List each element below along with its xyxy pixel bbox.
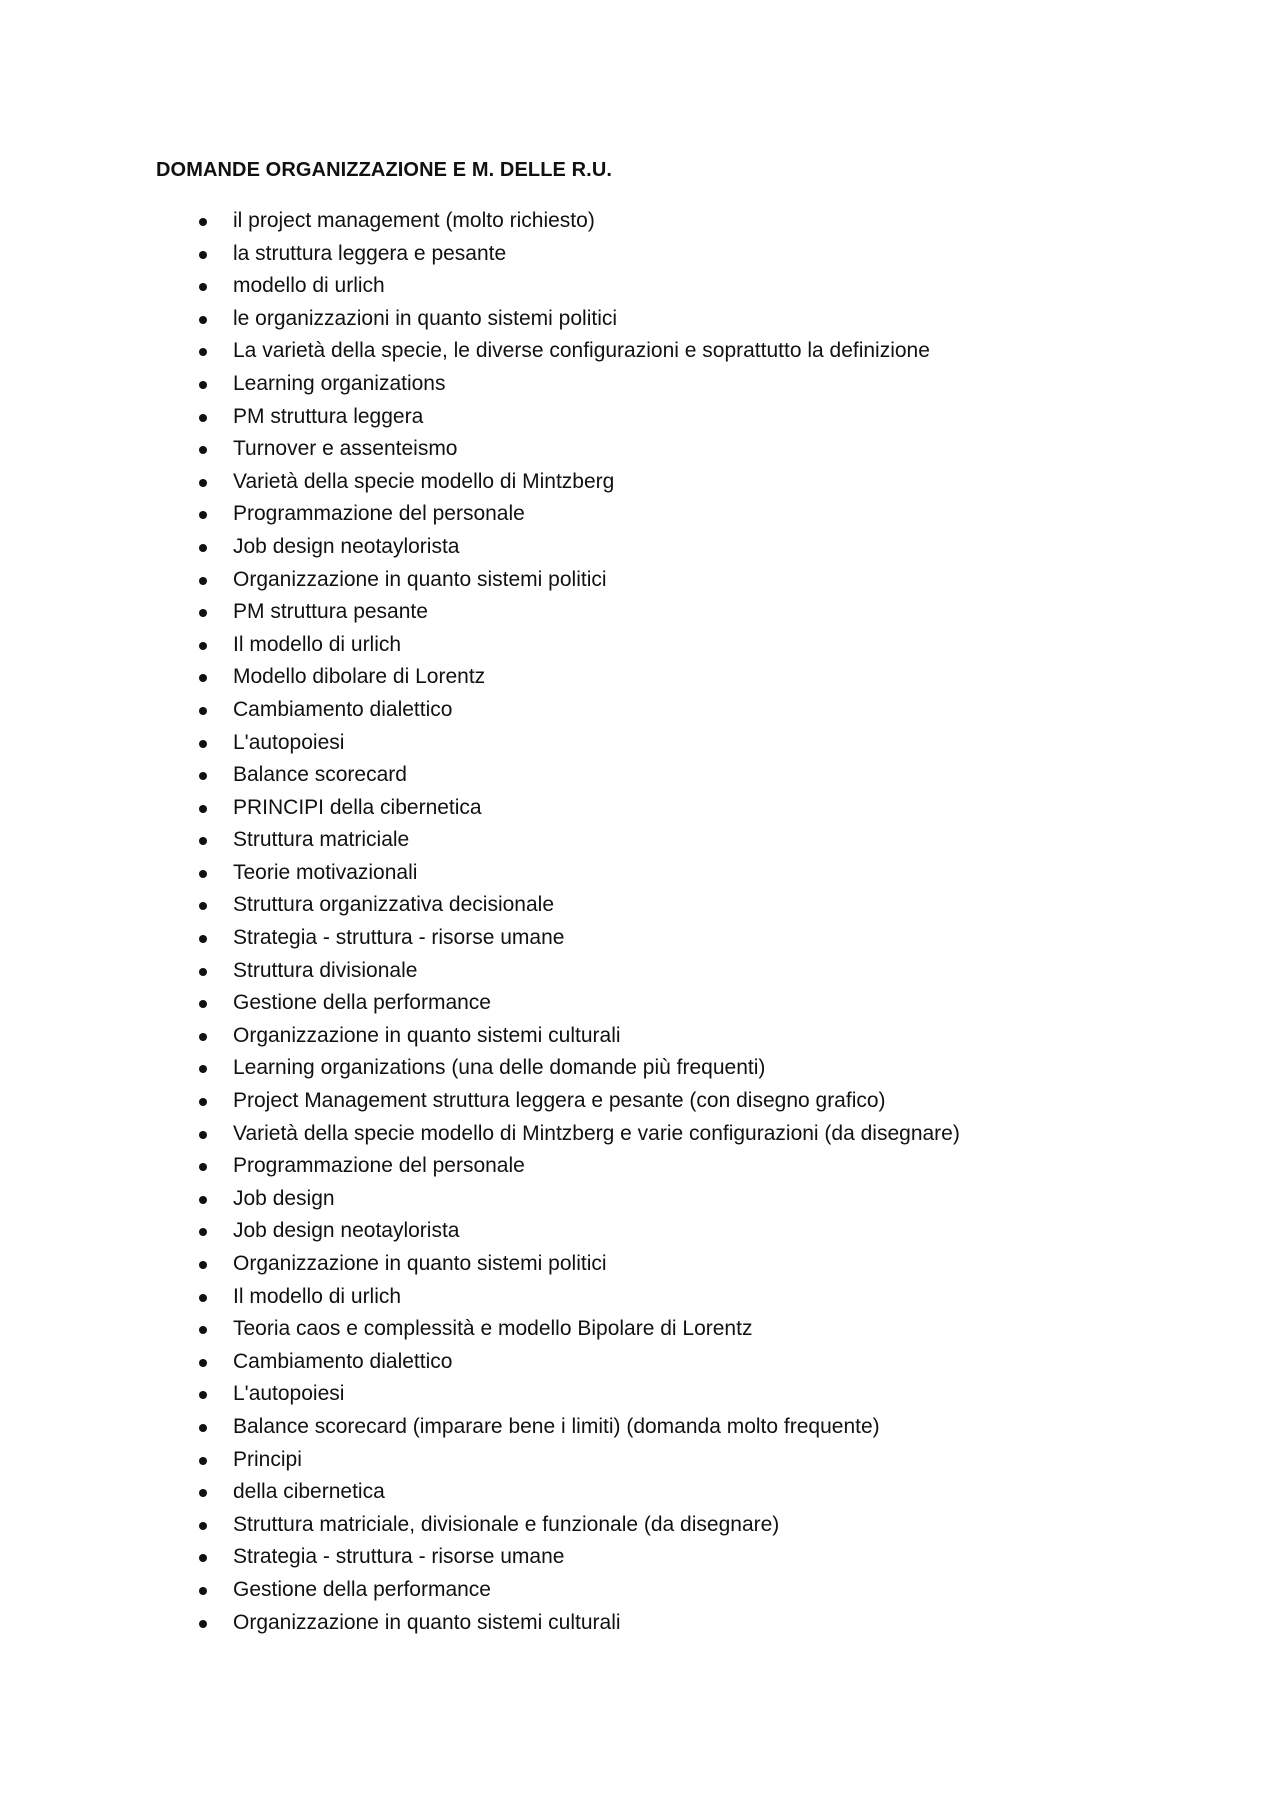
bullet-icon: [199, 544, 207, 552]
list-item-text: Turnover e assenteismo: [233, 437, 458, 461]
list-item: [0, 727, 1280, 760]
list-item: [0, 564, 1280, 597]
list-item: [0, 1607, 1280, 1640]
list-item-text: Balance scorecard: [233, 763, 407, 787]
list-item: [0, 1248, 1280, 1281]
list-item-text: Il modello di urlich: [233, 1284, 402, 1308]
bullet-icon: [199, 316, 207, 324]
list-item-text: Learning organizations: [233, 371, 446, 395]
list-item: [0, 238, 1280, 271]
list-item-text: Struttura divisionale: [233, 958, 418, 982]
bullet-icon: [199, 772, 207, 780]
list-item: [0, 1150, 1280, 1183]
bullet-icon: [199, 1620, 207, 1628]
bullet-icon: [199, 1261, 207, 1269]
list-item-text: Teorie motivazionali: [233, 860, 418, 884]
list-item: [0, 1378, 1280, 1411]
list-item-text: L'autopoiesi: [233, 1382, 345, 1406]
list-item: [0, 205, 1280, 238]
list-item-text: Organizzazione in quanto sistemi politici: [233, 1252, 607, 1275]
list-item: [0, 824, 1280, 857]
bullet-icon: [199, 577, 207, 585]
bullet-icon: [199, 1522, 207, 1530]
list-item: [0, 596, 1280, 629]
list-item: [0, 1346, 1280, 1379]
bullet-icon: [199, 1489, 207, 1497]
list-item: [0, 498, 1280, 531]
bullet-icon: [199, 935, 207, 943]
bullet-icon: [199, 968, 207, 976]
bullet-icon: [199, 1424, 207, 1432]
bullet-icon: [199, 837, 207, 845]
list-item-text: Organizzazione in quanto sistemi culturali: [233, 1610, 621, 1634]
list-item-text: della cibernetica: [233, 1480, 385, 1504]
bullet-icon: [199, 251, 207, 259]
list-item: [0, 1085, 1280, 1118]
list-item-text: Programmazione del personale: [233, 1154, 525, 1178]
bullet-icon: [199, 805, 207, 813]
bullet-icon: [199, 1098, 207, 1106]
list-item: [0, 303, 1280, 336]
bullet-icon: [199, 740, 207, 748]
bullet-icon: [199, 446, 207, 454]
bullet-icon: [199, 1587, 207, 1595]
list-item: [0, 955, 1280, 988]
list-item-text: Learning organizations (una delle domande più frequenti): [233, 1056, 766, 1080]
list-item: [0, 987, 1280, 1020]
list-item: [0, 1541, 1280, 1574]
bullet-icon: [199, 1000, 207, 1008]
list-item-text: Strategia - struttura - risorse umane: [233, 1545, 565, 1569]
bullet-icon: [199, 348, 207, 356]
list-item-text: Job design neotaylorista: [233, 534, 460, 558]
bullet-icon: [199, 1294, 207, 1302]
list-item-text: Gestione della performance: [233, 1577, 491, 1601]
bullet-icon: [199, 1131, 207, 1139]
bullet-icon: [199, 674, 207, 682]
bullet-icon: [199, 381, 207, 389]
bullet-icon: [199, 1065, 207, 1073]
list-item: [0, 1183, 1280, 1216]
bullet-icon: [199, 283, 207, 291]
list-item: [0, 401, 1280, 434]
list-item: [0, 1574, 1280, 1607]
bullet-icon: [199, 1554, 207, 1562]
question-list: [0, 205, 1280, 1639]
list-item-text: le organizzazioni in quanto sistemi politici: [233, 306, 618, 330]
list-item-text: PM struttura leggera: [233, 404, 424, 428]
list-item: [0, 661, 1280, 694]
list-item-text: La varietà della specie, le diverse configurazioni e soprattutto la definizione: [233, 339, 930, 363]
list-item: [0, 1118, 1280, 1151]
bullet-icon: [199, 1196, 207, 1204]
list-item: [0, 1281, 1280, 1314]
bullet-icon: [199, 1457, 207, 1465]
list-item-text: Varietà della specie modello di Mintzberg: [233, 469, 615, 493]
bullet-icon: [199, 511, 207, 519]
list-item: [0, 922, 1280, 955]
list-item-text: modello di urlich: [233, 274, 385, 298]
list-item: [0, 1052, 1280, 1085]
list-item-text: Project Management struttura leggera e pesante (con disegno grafico): [233, 1089, 886, 1113]
list-item-text: Balance scorecard (imparare bene i limiti) (domanda molto frequente): [233, 1414, 880, 1438]
list-item-text: Cambiamento dialettico: [233, 697, 453, 721]
list-item: [0, 466, 1280, 499]
list-item: [0, 792, 1280, 825]
list-item-text: Job design neotaylorista: [233, 1219, 460, 1243]
list-item: [0, 531, 1280, 564]
list-item: [0, 1215, 1280, 1248]
list-item: [0, 368, 1280, 401]
bullet-icon: [199, 1163, 207, 1171]
bullet-icon: [199, 707, 207, 715]
list-item: [0, 857, 1280, 890]
list-item-text: Cambiamento dialettico: [233, 1349, 453, 1373]
document-title: DOMANDE ORGANIZZAZIONE E M. DELLE R.U.: [156, 159, 613, 181]
list-item-text: Teoria caos e complessità e modello Bipolare di Lorentz: [233, 1317, 753, 1341]
list-item-text: Strategia - struttura - risorse umane: [233, 926, 565, 950]
list-item: [0, 1313, 1280, 1346]
list-item: [0, 1411, 1280, 1444]
list-item-text: Modello dibolare di Lorentz: [233, 665, 486, 689]
bullet-icon: [199, 902, 207, 910]
bullet-icon: [199, 609, 207, 617]
list-item: [0, 759, 1280, 792]
list-item-text: PM struttura pesante: [233, 600, 428, 624]
list-item: [0, 433, 1280, 466]
bullet-icon: [199, 1391, 207, 1399]
list-item-text: Principi: [233, 1447, 302, 1471]
bullet-icon: [199, 1033, 207, 1041]
list-item: [0, 694, 1280, 727]
list-item: [0, 1476, 1280, 1509]
bullet-icon: [199, 1359, 207, 1367]
bullet-icon: [199, 1228, 207, 1236]
list-item: [0, 889, 1280, 922]
list-item-text: Varietà della specie modello di Mintzberg e varie configurazioni (da disegnare): [233, 1121, 960, 1145]
list-item-text: PRINCIPI della cibernetica: [233, 795, 482, 819]
list-item-text: Organizzazione in quanto sistemi culturali: [233, 1023, 621, 1047]
list-item: [0, 1020, 1280, 1053]
list-item-text: il project management (molto richiesto): [233, 209, 595, 232]
list-item-text: Job design: [233, 1186, 335, 1210]
list-item-text: Organizzazione in quanto sistemi politici: [233, 567, 607, 591]
list-item: [0, 1509, 1280, 1542]
list-item-text: L'autopoiesi: [233, 730, 345, 754]
list-item: [0, 270, 1280, 303]
bullet-icon: [199, 414, 207, 422]
bullet-icon: [199, 642, 207, 650]
list-item-text: Programmazione del personale: [233, 502, 525, 526]
bullet-icon: [199, 870, 207, 878]
list-item-text: Gestione della performance: [233, 991, 491, 1015]
list-item-text: Il modello di urlich: [233, 632, 402, 656]
list-item: [0, 629, 1280, 662]
bullet-icon: [199, 1326, 207, 1334]
list-item-text: la struttura leggera e pesante: [233, 241, 507, 265]
list-item: [0, 335, 1280, 368]
bullet-icon: [199, 218, 207, 226]
list-item: [0, 1444, 1280, 1477]
list-item-text: Struttura matriciale: [233, 828, 410, 852]
list-item-text: Struttura matriciale, divisionale e funzionale (da disegnare): [233, 1512, 780, 1536]
list-item-text: Struttura organizzativa decisionale: [233, 893, 555, 917]
bullet-icon: [199, 479, 207, 487]
